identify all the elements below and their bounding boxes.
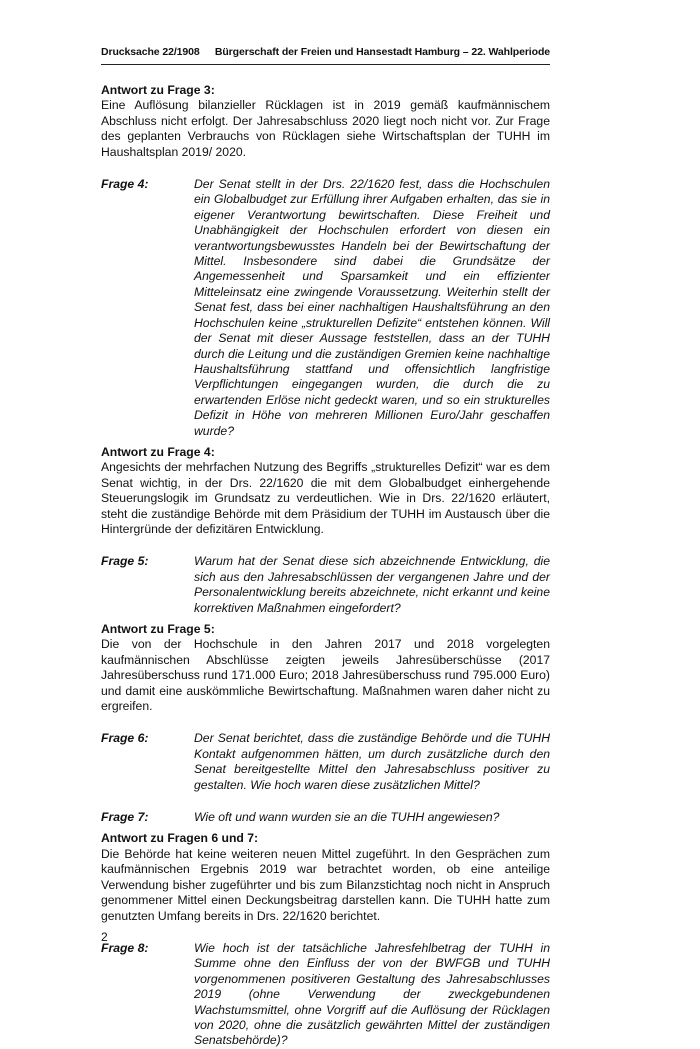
answer-6-7-heading: Antwort zu Fragen 6 und 7: xyxy=(101,831,259,846)
question-8 xyxy=(101,941,550,1049)
question-4 xyxy=(101,177,550,439)
answer-5-heading: Antwort zu Frage 5: xyxy=(101,622,215,636)
answer-5-text: Die von der Hochschule in den Jahren 2017 und 2018 vorgelegten kaufmännischen Abschlüsse zeigten jeweils Jahresüberschüsse (2017 Jahresüberschuss rund 171.000 Euro; 2018 Jahresüberschuss rund 795.000 Euro) und damit eine auskömmliche Bewirtschaftung. Maßnahmen waren daher nicht zu ergreifen. xyxy=(101,637,550,714)
answer-6-7-text: Die Behörde hat keine weiteren neuen Mittel zugeführt. In den Gesprächen zum kaufmännischen Ergebnis 2019 war betrachtet worden, ob eine anteilige Verwendung bisher zugeführter und bis zum Bilanzstichtag noch nicht in Anspruch genommener Mittel einen Deckungsbeitrag darstellen kann. Die TUHH hatte zum genutzten Umfang bereits in Drs. 22/1620 berichtet. xyxy=(101,846,550,923)
question-5 xyxy=(101,554,550,616)
question-8-text: Wie hoch ist der tatsächliche Jahresfehlbetrag der TUHH in Summe ohne den Einfluss der von der BWFGB und TUHH vorgenommenen positiveren Gestaltung des Jahresabschlusses 2019 (ohne Verwendung der zweckgebundenen Wachstumsmittel, ohne Vorgriff auf die Auflösung der Rücklagen von 2020, ohne die zusätzlich gewährten Mittel der zuständigen Senatsbehörde)? xyxy=(194,940,550,1048)
question-8-label: Frage 8: xyxy=(101,940,149,955)
question-4-text: Der Senat stellt in der Drs. 22/1620 fest, dass die Hochschulen ein Globalbudget zur Erfüllung ihrer Aufgaben erhalten, das sie in eigener Verantwortung bewirtschaften. Diese Freiheit und Unabhängigkeit der Hochschulen erfordert von diesen ein verantwortungsbewusstes Handeln bei der Bewirtschaftung der Mittel. Insbesondere sind dabei die Grundsätze der Angemessenheit und Sparsamkeit und ein effizienter Mitteleinsatz eine zwingende Voraussetzung. Weiterhin stellt der Senat fest, dass bei einer nachhaltigen Haushaltsführung an den Hochschulen keine „strukturellen Defizite“ entstehen können. Will der Senat mit dieser Aussage feststellen, dass an der TUHH durch die Leitung und die zuständigen Gremien keine nachhaltige Haushaltsführung stattfand und offensichtlich langfristige Verpflichtungen eingegangen wurden, die durch die zu erwartenden Erlöse nicht gedeckt waren, und so ein strukturelles Defizit in Höhe von mehreren Millionen Euro/Jahr geschaffen wurde? xyxy=(194,177,550,438)
question-4-label: Frage 4: xyxy=(101,177,149,192)
answer-3-text: Eine Auflösung bilanzieller Rücklagen ist in 2019 gemäß kaufmännischem Abschluss nicht erfolgt. Der Jahresabschluss 2020 liegt noch nicht vor. Zur Frage des geplanten Verbrauchs von Rücklagen siehe Wirtschaftsplan der TUHH im Haushaltsplan 2019/ 2020. xyxy=(101,98,550,159)
header-title: Bürgerschaft der Freien und Hansestadt Hamburg – 22. Wahlperiode xyxy=(214,46,550,58)
question-6-text: Der Senat berichtet, dass die zuständige Behörde und die TUHH Kontakt aufgenommen hätten, um durch zusätzliche durch den Senat bereitgestellte Mittel den Jahresabschluss positiver zu gestalten. Wie hoch waren diese zusätzlichen Mittel? xyxy=(194,731,550,792)
question-7-label: Frage 7: xyxy=(101,810,149,825)
question-7-text: Wie oft und wann wurden sie an die TUHH angewiesen? xyxy=(194,810,500,825)
answer-3-heading: Antwort zu Frage 3: xyxy=(101,83,215,97)
page-header xyxy=(101,46,550,65)
question-7 xyxy=(101,810,550,825)
page-number: 2 xyxy=(101,930,108,944)
question-6 xyxy=(101,731,550,793)
doc-number: Drucksache 22/1908 xyxy=(101,46,200,58)
answer-4-text: Angesichts der mehrfachen Nutzung des Begriffs „strukturelles Defizit“ war es dem Senat wichtig, in der Drs. 22/1620 die mit dem Globalbudget einhergehende Steuerungslogik im Grundsatz zu verdeutlichen. Wie in Drs. 22/1620 erläutert, steht die zuständige Behörde mit dem Präsidium der TUHH im Austausch über die Hintergründe der defizitären Entwicklung. xyxy=(101,460,550,536)
question-6-label: Frage 6: xyxy=(101,731,149,746)
answer-4-heading: Antwort zu Frage 4: xyxy=(101,444,215,459)
question-5-label: Frage 5: xyxy=(101,554,149,569)
question-5-text: Warum hat der Senat diese sich abzeichnende Entwicklung, die sich aus den Jahresabschlüssen der vergangenen Jahre und der Personalentwicklung bereits abzeichnete, nicht erkannt und keine korrektiven Maßnahmen eingefordert? xyxy=(194,554,550,615)
document-body xyxy=(101,83,550,1049)
